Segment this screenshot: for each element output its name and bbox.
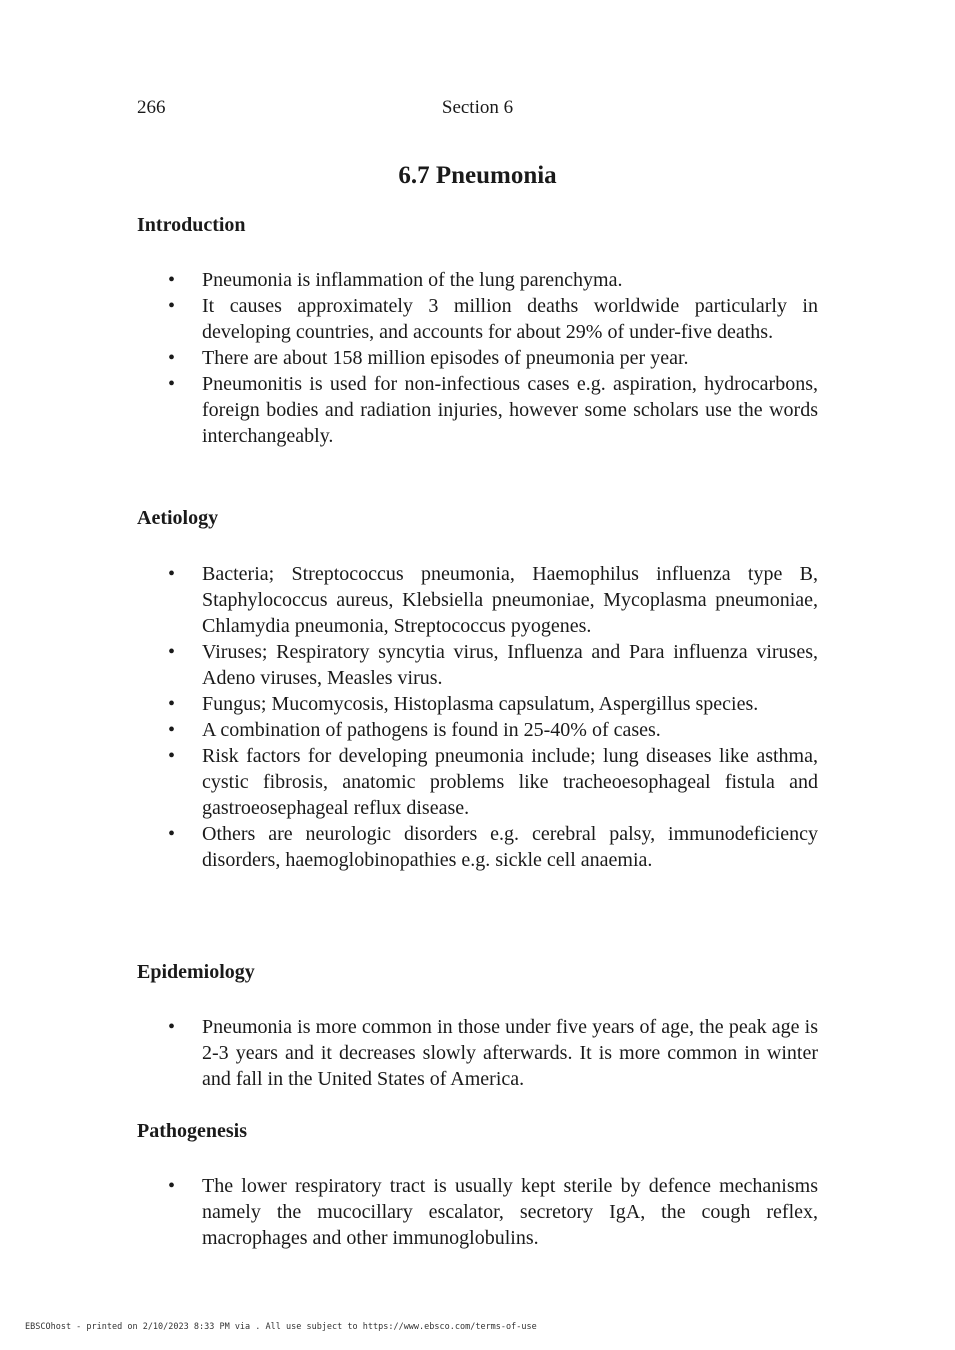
heading-pathogenesis: Pathogenesis <box>137 1120 247 1142</box>
running-head: Section 6 <box>441 97 514 118</box>
heading-aetiology: Aetiology <box>137 507 219 529</box>
list-item: • There are about 158 million episodes of pneumonia per year. <box>137 345 818 371</box>
list-item: • A combination of pathogens is found in 25-40% of cases. <box>137 717 818 743</box>
introduction-list <box>137 267 818 449</box>
list-item: • The lower respiratory tract is usually kept sterile by defence mechanisms namely the mucocillary escalator, secretory IgA, the cough reflex, macrophages and other immunoglobulins. <box>137 1173 818 1251</box>
pathogenesis-list <box>137 1173 818 1251</box>
list-item: • Pneumonitis is used for non-infectious cases e.g. aspiration, hydrocarbons, foreign bodies and radiation injuries, however some scholars use the words interchangeably. <box>137 371 818 449</box>
chapter-title: 6.7 Pneumonia <box>398 162 557 189</box>
list-item: • Risk factors for developing pneumonia include; lung diseases like asthma, cystic fibrosis, anatomic problems like tracheoesophageal fistula and gastroeosephageal reflux disease. <box>137 743 818 821</box>
heading-epidemiology: Epidemiology <box>137 961 255 983</box>
list-item: • Pneumonia is inflammation of the lung parenchyma. <box>137 267 818 293</box>
list-item: • It causes approximately 3 million deaths worldwide particularly in developing countries, and accounts for about 29% of under-five deaths. <box>137 293 818 345</box>
page-number: 266 <box>137 97 166 118</box>
list-item: • Others are neurologic disorders e.g. cerebral palsy, immunodeficiency disorders, haemoglobinopathies e.g. sickle cell anaemia. <box>137 821 818 873</box>
epidemiology-list <box>137 1014 818 1092</box>
list-item: • Bacteria; Streptococcus pneumonia, Haemophilus influenza type B, Staphylococcus aureus, Klebsiella pneumoniae, Mycoplasma pneumoniae, Chlamydia pneumonia, Streptococcus pyogenes. <box>137 561 818 639</box>
footer-note: EBSCOhost - printed on 2/10/2023 8:33 PM via . All use subject to https://www.ebsco.com/terms-of-use <box>25 1322 537 1332</box>
aetiology-list <box>137 561 818 873</box>
heading-introduction: Introduction <box>137 214 246 236</box>
list-item: • Pneumonia is more common in those under five years of age, the peak age is 2-3 years and it decreases slowly afterwards. It is more common in winter and fall in the United States of America. <box>137 1014 818 1092</box>
list-item: • Viruses; Respiratory syncytia virus, Influenza and Para influenza viruses, Adeno viruses, Measles virus. <box>137 639 818 691</box>
list-item: • Fungus; Mucomycosis, Histoplasma capsulatum, Aspergillus species. <box>137 691 818 717</box>
